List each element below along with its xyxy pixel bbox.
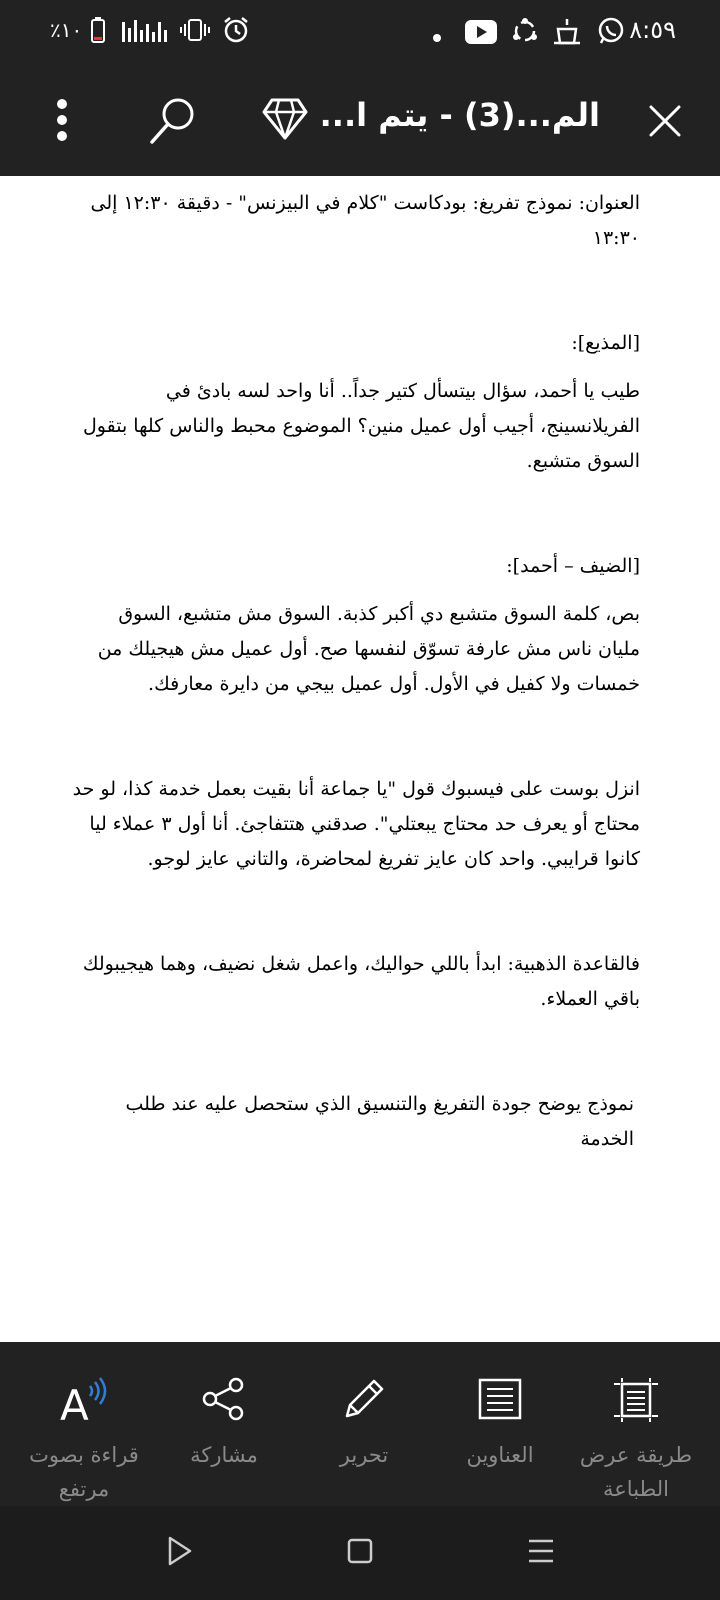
speaker-label-host: [المذيع]: — [571, 332, 640, 354]
alarm-icon — [222, 16, 250, 48]
footer-note: نموذج يوضح جودة التفريغ والتنسيق الذي ستحصل عليه عند طلب الخدمة — [125, 1093, 634, 1150]
share-label: مشاركة — [190, 1443, 258, 1467]
edit-pencil-icon — [341, 1376, 387, 1426]
system-nav-bar — [0, 1506, 720, 1600]
vibrate-icon — [180, 16, 210, 48]
bottom-toolbar — [0, 1342, 720, 1506]
print-layout-label: طريقة عرض الطباعة — [579, 1443, 693, 1501]
read-aloud-label: قراءة بصوت مرتفع — [29, 1443, 139, 1501]
document-heading: العنوان: نموذج تفريغ: بودكاست "كلام في البيزنس" - دقيقة ١٢:٣٠ إلى ١٣:٣٠ — [90, 192, 640, 249]
share-icon — [201, 1376, 247, 1426]
print-layout-icon — [612, 1376, 660, 1428]
whatsapp-icon — [596, 16, 626, 50]
headings-button[interactable] — [428, 1342, 572, 1506]
recents-menu-icon[interactable] — [526, 1534, 556, 1572]
more-vert-icon[interactable] — [44, 98, 80, 146]
dot-icon — [432, 28, 442, 47]
clock-time: ٨:٥٩ — [629, 16, 676, 44]
search-icon[interactable] — [148, 96, 198, 150]
read-aloud-icon — [58, 1376, 110, 1430]
battery-percent: ٪١٠ — [50, 18, 83, 42]
cleaner-icon — [552, 16, 582, 50]
status-bar — [0, 0, 720, 64]
document-title: الم...(3) - يتم ا... — [319, 96, 600, 134]
guest-paragraph-3: فالقاعدة الذهبية: ابدأ باللي حواليك، واعمل شغل نضيف، وهما هيجيبولك باقي العملاء. — [82, 953, 640, 1010]
edit-label: تحرير — [339, 1443, 389, 1467]
read-aloud-button[interactable] — [12, 1342, 156, 1506]
battery-icon — [90, 16, 106, 48]
guest-paragraph-2: انزل بوست على فيسبوك قول "يا جماعة أنا بقيت بعمل خدمة كذا، لو حد محتاج أو يعرف حد محتاج يبعتلي". صدقني هتتفاجئ. أنا أول ٣ عملاء ليا كانوا قرايبي. واحد كان عايز تفريغ لمحاضرة، والتاني عايز لوجو. — [72, 778, 640, 870]
share-button[interactable] — [152, 1342, 296, 1506]
back-triangle-icon[interactable] — [166, 1534, 194, 1572]
app-bar — [0, 64, 720, 176]
document-view[interactable] — [0, 176, 720, 1342]
close-icon[interactable] — [648, 104, 682, 142]
speaker-label-guest: [الضيف – أحمد]: — [506, 555, 640, 577]
headings-label: العناوين — [466, 1443, 534, 1467]
svg-text:A: A — [60, 1381, 89, 1430]
home-square-icon[interactable] — [346, 1534, 374, 1572]
edit-button[interactable] — [292, 1342, 436, 1506]
diamond-icon[interactable] — [262, 96, 308, 146]
document-content — [72, 186, 640, 1157]
guest-paragraph-1: بص، كلمة السوق متشبع دي أكبر كذبة. السوق مش متشبع، السوق مليان ناس مش عارفة تسوّق لنفسها صح. أول عميل مش هيجيلك من خمسات ولا كفيل في الأول. أول عميل بيجي من دايرة معارفك. — [97, 603, 640, 695]
sync-icon — [510, 16, 540, 50]
headings-icon — [477, 1376, 523, 1426]
signal-icon — [120, 16, 172, 48]
host-paragraph: طيب يا أحمد، سؤال بيتسأل كتير جداً.. أنا واحد لسه بادئ في الفريلانسينج، أجيب أول عميل منين؟ الموضوع محبط والناس كلها بتقول السوق متشبع. — [82, 380, 640, 472]
print-layout-button[interactable] — [564, 1342, 708, 1506]
youtube-icon — [465, 20, 497, 48]
